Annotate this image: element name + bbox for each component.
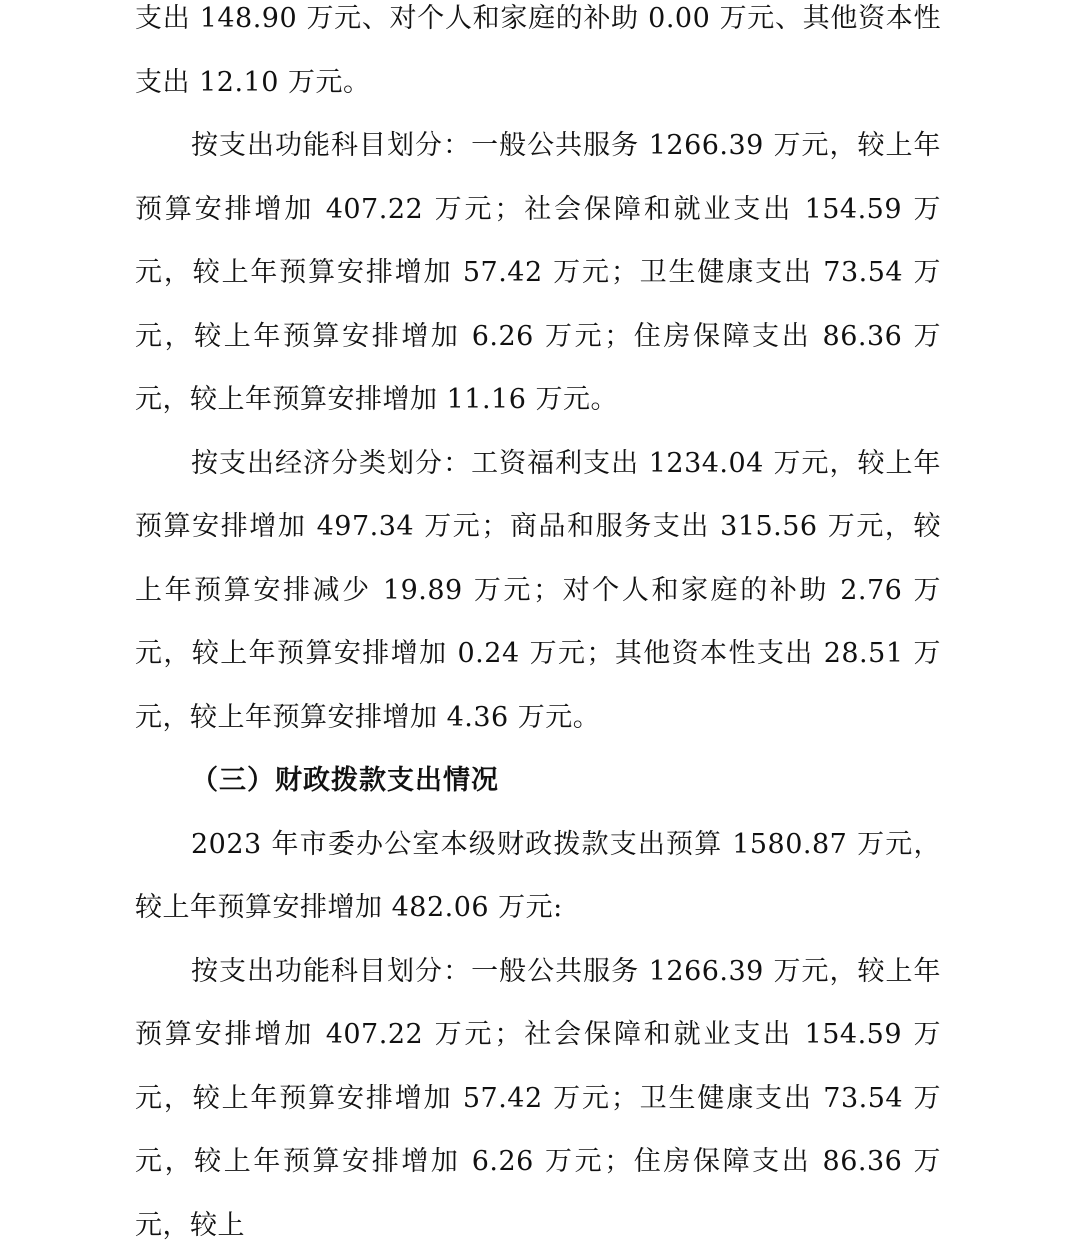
document-page xyxy=(135,0,941,1257)
paragraph-fiscal-appropriation-total: 2023 年市委办公室本级财政拨款支出预算 1580.87 万元，较上年预算安排增加 482.06 万元: xyxy=(135,813,941,940)
section-heading: （三）财政拨款支出情况 xyxy=(135,749,941,813)
paragraph-expenditure-continuation: 支出 148.90 万元、对个人和家庭的补助 0.00 万元、其他资本性支出 12.10 万元。 xyxy=(135,0,941,114)
paragraph-functional-classification: 按支出功能科目划分：一般公共服务 1266.39 万元，较上年预算安排增加 407.22 万元；社会保障和就业支出 154.59 万元，较上年预算安排增加 57.42 万元；卫生健康支出 73.54 万元，较上年预算安排增加 6.26 万元；住房保障支出 86.36 万元，较上年预算安排增加 11.16 万元。 xyxy=(135,114,941,432)
paragraph-economic-classification: 按支出经济分类划分：工资福利支出 1234.04 万元，较上年预算安排增加 497.34 万元；商品和服务支出 315.56 万元，较上年预算安排减少 19.89 万元；对个人和家庭的补助 2.76 万元，较上年预算安排增加 0.24 万元；其他资本性支出 28.51 万元，较上年预算安排增加 4.36 万元。 xyxy=(135,432,941,750)
paragraph-fiscal-functional-classification: 按支出功能科目划分：一般公共服务 1266.39 万元，较上年预算安排增加 407.22 万元；社会保障和就业支出 154.59 万元，较上年预算安排增加 57.42 万元；卫生健康支出 73.54 万元，较上年预算安排增加 6.26 万元；住房保障支出 86.36 万元，较上 xyxy=(135,940,941,1257)
